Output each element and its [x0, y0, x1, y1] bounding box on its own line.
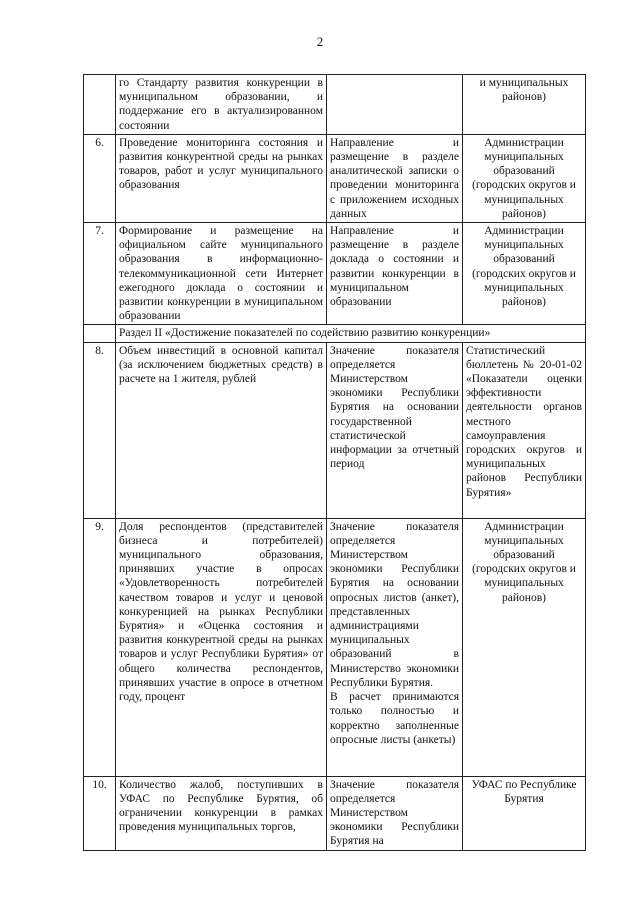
- table-row: [84, 75, 586, 135]
- method-text: Значение показателя определяется Министерством экономики Республики Бурятия на основании опросных листов (анкет), представленных администрациями муниципальных образований в Министерство экономики Республики Бурятия.: [330, 520, 459, 689]
- indicator-cell: Объем инвестиций в основной капитал (за исключением бюджетных средств) в расчете на 1 жителя, рублей: [116, 342, 327, 518]
- indicator-cell: Доля респондентов (представителей бизнеса и потребителей) муниципального образования, принявших участие в опросах «Удовлетворенность потребителей качеством товаров и услуг и ценовой конкуренцией на рынках Республики Бурятия» и «Оценка состояния и развития конкурентной среды на рынках товаров и услуг Республики Бурятия» от общего количества респондентов, принявших участие в опросе в отчетном году, процент: [116, 518, 327, 776]
- method-note: В расчет принимаются только полностью и корректно заполненные опросные листы (анкеты): [330, 691, 459, 746]
- section-title: Раздел II «Достижение показателей по содействию развитию конкуренции»: [116, 325, 586, 342]
- table-row: [84, 223, 586, 325]
- row-number: 6.: [84, 134, 116, 222]
- method-cell: Значение показателя определяется Министерством экономики Республики Бурятия на основании государственной статистической информации за отчетный период: [327, 342, 463, 518]
- row-number: 7.: [84, 223, 116, 325]
- source-cell: Администрации муниципальных образований (городских округов и муниципальных районов): [463, 223, 586, 325]
- indicator-cell: Проведение мониторинга состояния и развития конкурентной среды на рынках товаров, работ и услуг муниципального образования: [116, 134, 327, 222]
- method-cell: Направление и размещение в разделе аналитической записки о проведении мониторинга с приложением исходных данных: [327, 134, 463, 222]
- method-cell: Значение показателя определяется Министерством экономики Республики Бурятия на: [327, 776, 463, 850]
- indicator-cell: го Стандарту развития конкуренции в муниципальном образовании, и поддержание его в актуализированном состоянии: [116, 75, 327, 135]
- table-row: [84, 518, 586, 776]
- row-number: 8.: [84, 342, 116, 518]
- row-number: [84, 75, 116, 135]
- page-number: 2: [316, 34, 324, 49]
- table-row: [84, 776, 586, 850]
- indicator-cell: Количество жалоб, поступивших в УФАС по Республике Бурятия, об ограничении конкуренции в рамках проведения муниципальных торгов,: [116, 776, 327, 850]
- indicator-cell: Формирование и размещение на официальном сайте муниципального образования в информационно-телекоммуникационной сети Интернет ежегодного доклада о состоянии и развитии конкуренции в муниципальном образовании: [116, 223, 327, 325]
- source-cell: Статистический бюллетень № 20-01-02 «Показатели оценки эффективности деятельности органов местного самоуправления городских округов и муниципальных районов Республики Бурятия»: [463, 342, 586, 518]
- method-cell: [327, 75, 463, 135]
- row-number: 9.: [84, 518, 116, 776]
- method-cell: [327, 518, 463, 776]
- table-row: [84, 342, 586, 518]
- source-cell: Администрации муниципальных образований (городских округов и муниципальных районов): [463, 518, 586, 776]
- method-cell: Направление и размещение в разделе доклада о состоянии и развитии конкуренции в муниципальном образовании: [327, 223, 463, 325]
- row-number: 10.: [84, 776, 116, 850]
- source-cell: и муниципальных районов): [463, 75, 586, 135]
- source-cell: УФАС по Республике Бурятия: [463, 776, 586, 850]
- indicators-table: [83, 74, 586, 851]
- source-cell: Администрации муниципальных образований (городских округов и муниципальных районов): [463, 134, 586, 222]
- section-row: [84, 325, 586, 342]
- table-row: [84, 134, 586, 222]
